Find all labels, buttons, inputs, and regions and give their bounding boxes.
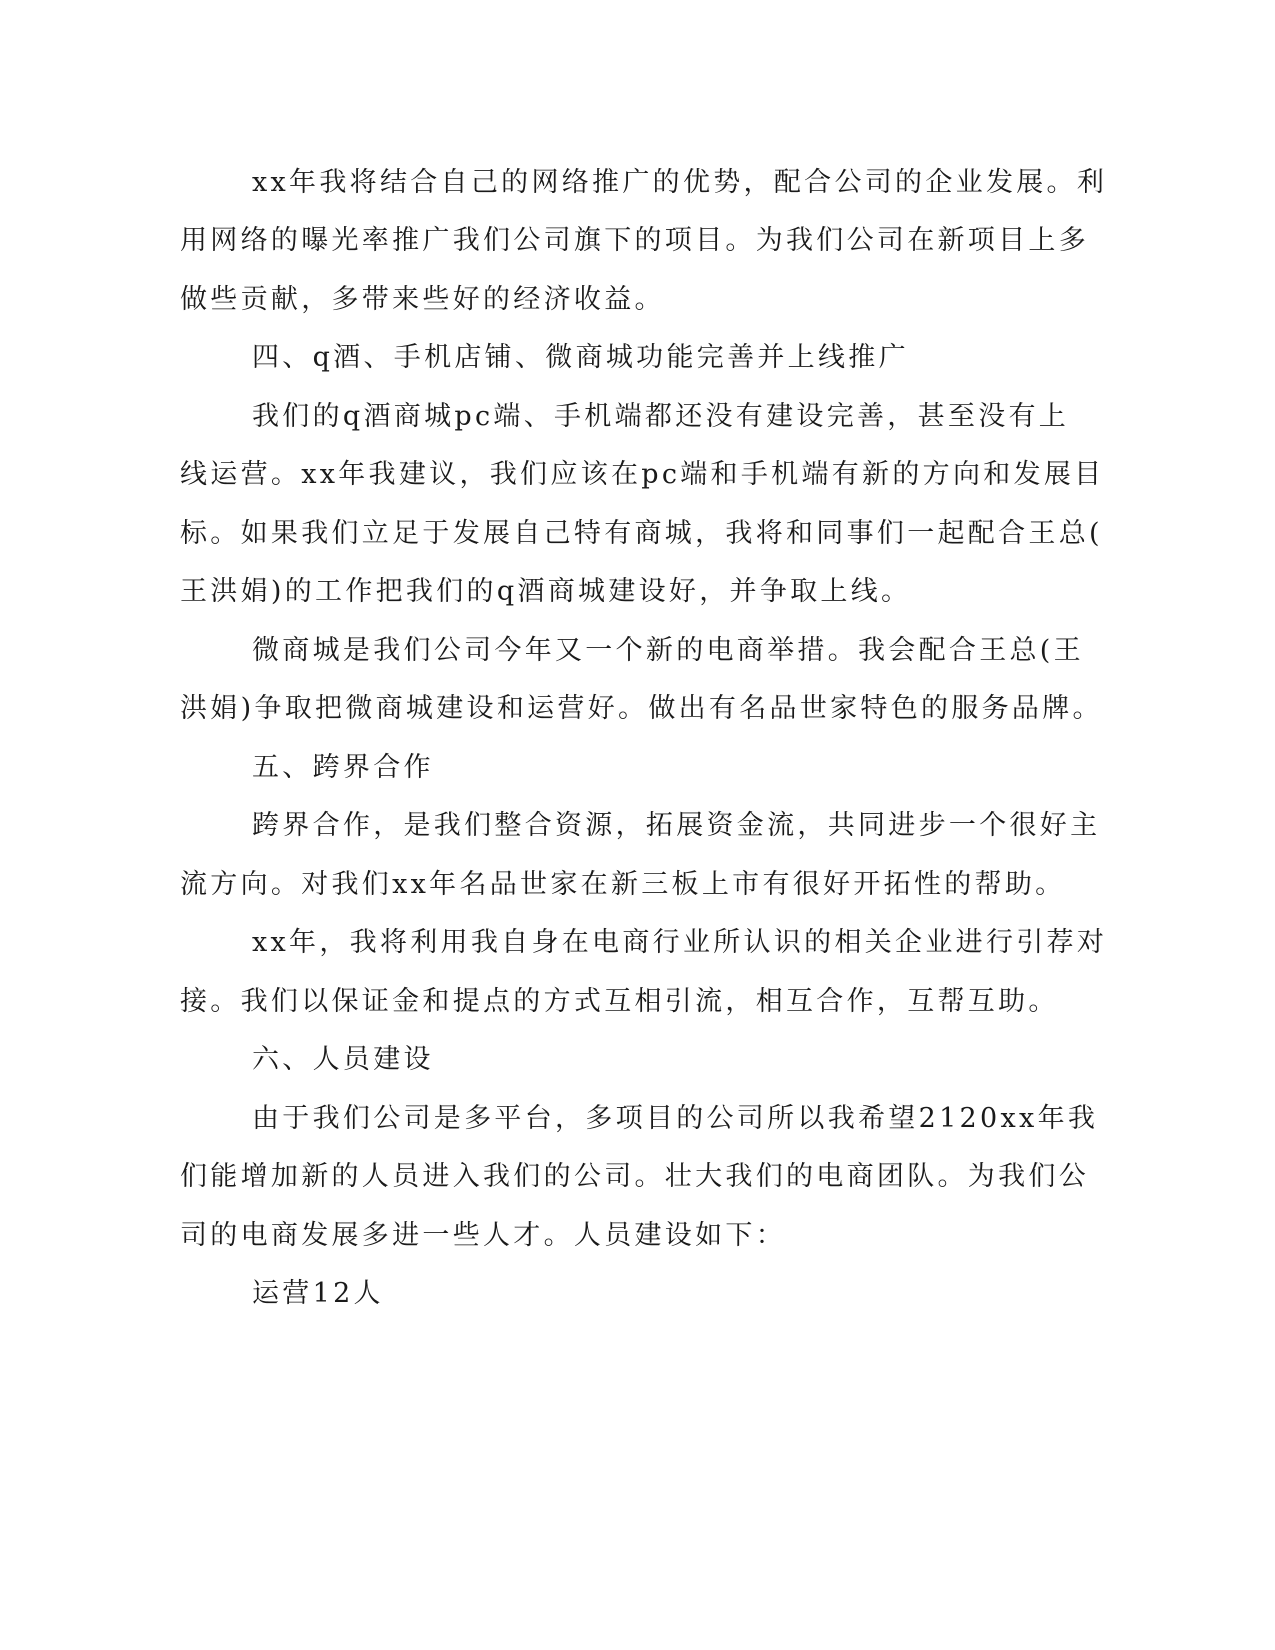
text-line-1: xx年我将结合自己的网络推广的优势，配合公司的企业发展。利 (252, 167, 1108, 198)
text-line-2: 用网络的曝光率推广我们公司旗下的项目。为我们公司在新项目上多 (180, 225, 1089, 256)
text-line-7: 标。如果我们立足于发展自己特有商城，我将和同事们一起配合王总( (180, 518, 1103, 549)
section-heading-4: 四、q酒、手机店铺、微商城功能完善并上线推广 (252, 342, 909, 373)
text-line-12: 跨界合作，是我们整合资源，拓展资金流，共同进步一个很好主 (252, 810, 1101, 841)
text-line-8: 王洪娟)的工作把我们的q酒商城建设好，并争取上线。 (180, 576, 912, 607)
text-line-14: xx年，我将利用我自身在电商行业所认识的相关企业进行引荐对 (252, 927, 1108, 958)
text-line-13: 流方向。对我们xx年名品世家在新三板上市有很好开拓性的帮助。 (180, 869, 1066, 900)
text-line-5: 我们的q酒商城pc端、手机端都还没有建设完善，甚至没有上 (252, 401, 1070, 432)
text-line-17: 由于我们公司是多平台，多项目的公司所以我希望2120xx年我 (252, 1103, 1099, 1134)
text-line-18: 们能增加新的人员进入我们的公司。壮大我们的电商团队。为我们公 (180, 1161, 1089, 1192)
section-heading-6: 六、人员建设 (252, 1044, 434, 1075)
text-line-10: 洪娟)争取把微商城建设和运营好。做出有名品世家特色的服务品牌。 (180, 693, 1103, 724)
text-line-3: 做些贡献，多带来些好的经济收益。 (180, 284, 665, 315)
text-line-20: 运营12人 (252, 1278, 384, 1309)
text-line-9: 微商城是我们公司今年又一个新的电商举措。我会配合王总(王 (252, 635, 1084, 666)
text-line-6: 线运营。xx年我建议，我们应该在pc端和手机端有新的方向和发展目 (180, 459, 1105, 490)
text-line-19: 司的电商发展多进一些人才。人员建设如下： (180, 1220, 786, 1251)
section-heading-5: 五、跨界合作 (252, 752, 434, 783)
text-line-15: 接。我们以保证金和提点的方式互相引流，相互合作，互帮互助。 (180, 986, 1059, 1017)
